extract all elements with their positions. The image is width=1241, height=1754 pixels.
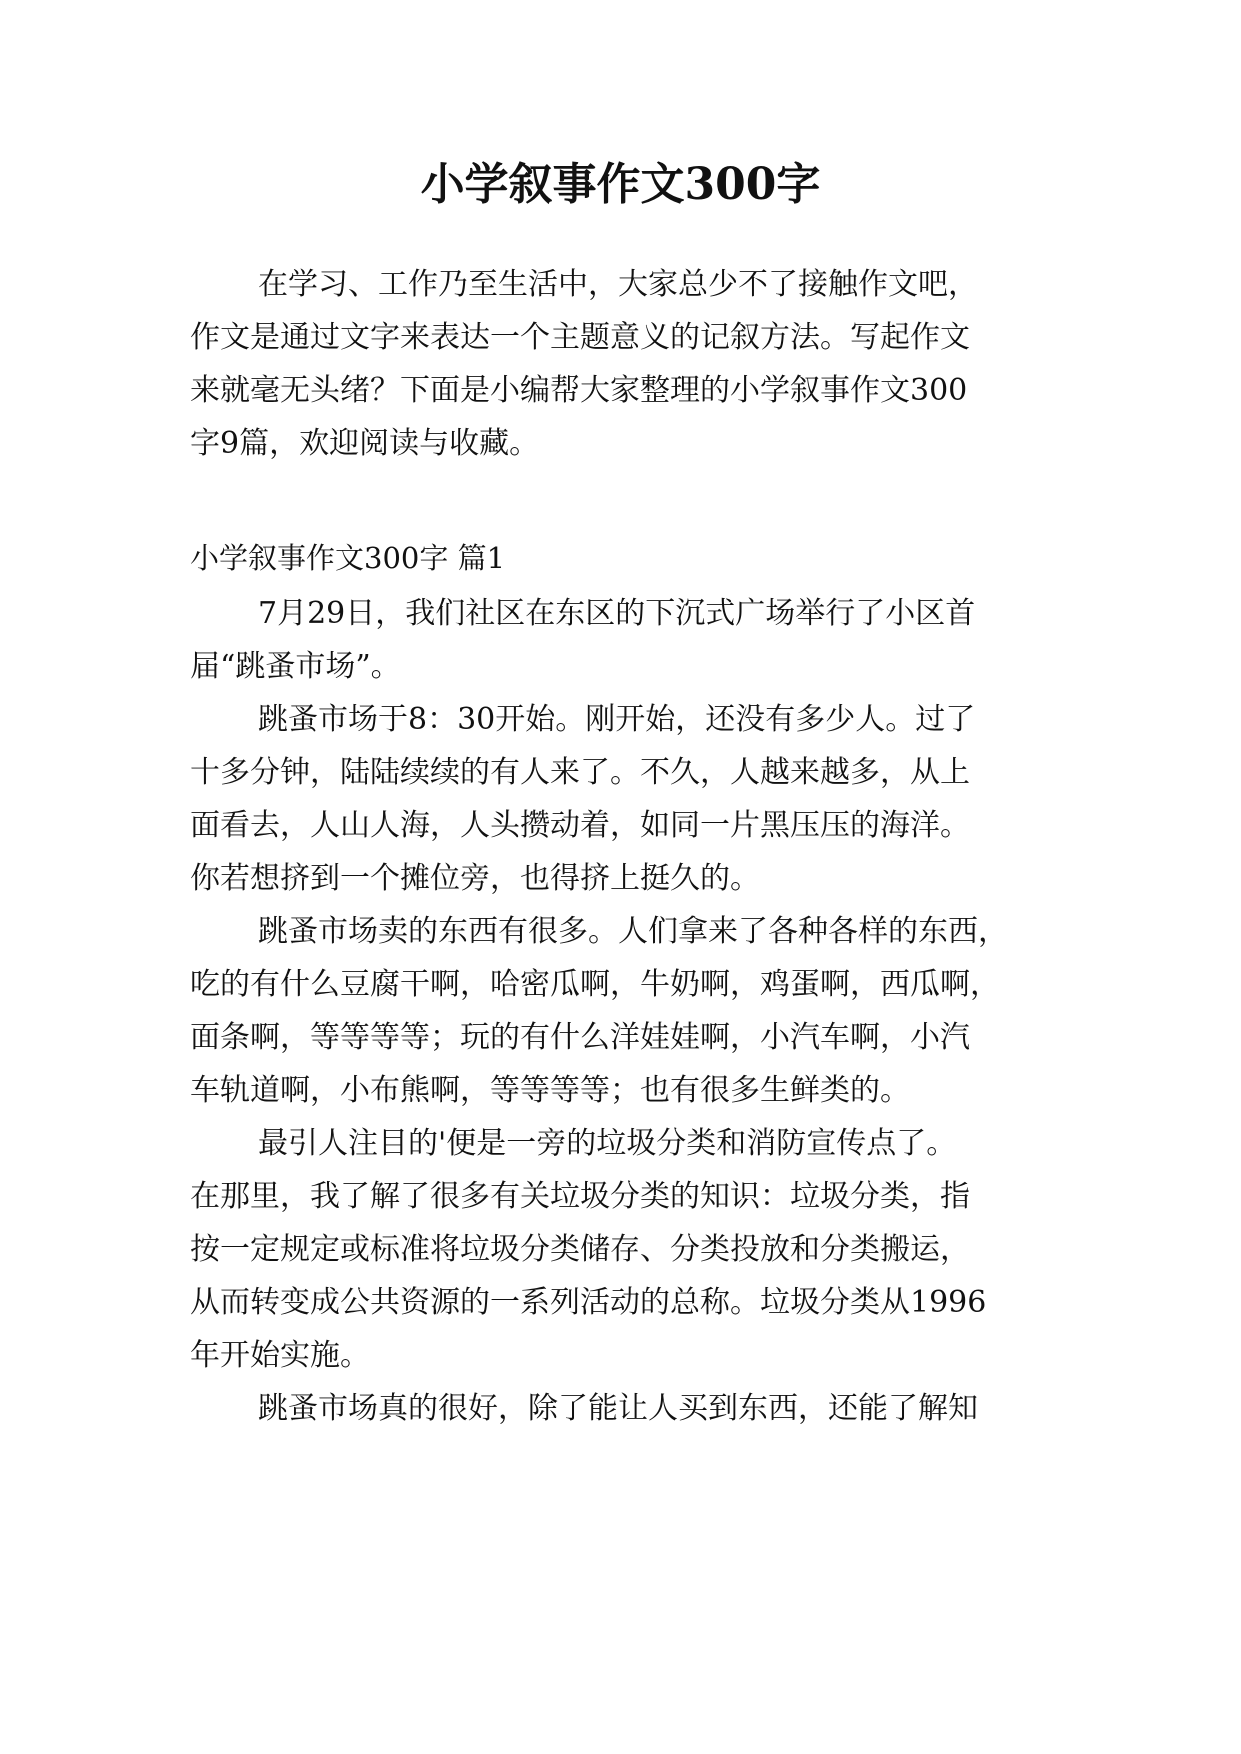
body-line: 7月29日，我们社区在东区的下沉式广场举行了小区首	[258, 596, 976, 631]
intro-line-3: 来就毫无头绪？下面是小编帮大家整理的小学叙事作文300	[190, 373, 968, 408]
body-line: 从而转变成公共资源的一系列活动的总称。垃圾分类从1996	[190, 1285, 987, 1320]
body-line: 年开始实施。	[190, 1338, 370, 1373]
body-line: 跳蚤市场于8：30开始。刚开始，还没有多少人。过了	[258, 702, 976, 737]
body-line: 跳蚤市场真的很好，除了能让人买到东西，还能了解知	[258, 1391, 978, 1426]
intro-line-4: 字9篇，欢迎阅读与收藏。	[190, 426, 540, 461]
body-line: 按一定规定或标准将垃圾分类储存、分类投放和分类搬运，	[190, 1232, 970, 1267]
body-line: 跳蚤市场卖的东西有很多。人们拿来了各种各样的东西，	[258, 914, 1008, 949]
body-line: 在那里，我了解了很多有关垃圾分类的知识：垃圾分类，指	[190, 1179, 970, 1214]
body-line: 面看去，人山人海，人头攒动着，如同一片黑压压的海洋。	[190, 808, 970, 843]
intro-line-1: 在学习、工作乃至生活中，大家总少不了接触作文吧，	[258, 267, 978, 302]
body-line: 面条啊，等等等等；玩的有什么洋娃娃啊，小汽车啊，小汽	[190, 1020, 970, 1055]
body-line: 最引人注目的'便是一旁的垃圾分类和消防宣传点了。	[258, 1126, 957, 1161]
body-line: 十多分钟，陆陆续续的有人来了。不久，人越来越多，从上	[190, 755, 970, 790]
document-title: 小学叙事作文300字	[420, 159, 821, 210]
section-heading: 小学叙事作文300字 篇1	[190, 541, 506, 575]
body-line: 你若想挤到一个摊位旁，也得挤上挺久的。	[190, 861, 760, 896]
body-line: 吃的有什么豆腐干啊，哈密瓜啊，牛奶啊，鸡蛋啊，西瓜啊，	[190, 967, 1000, 1002]
body-line: 车轨道啊，小布熊啊，等等等等；也有很多生鲜类的。	[190, 1073, 910, 1108]
intro-line-2: 作文是通过文字来表达一个主题意义的记叙方法。写起作文	[190, 320, 970, 355]
body-line: 届“跳蚤市场”。	[190, 649, 401, 684]
